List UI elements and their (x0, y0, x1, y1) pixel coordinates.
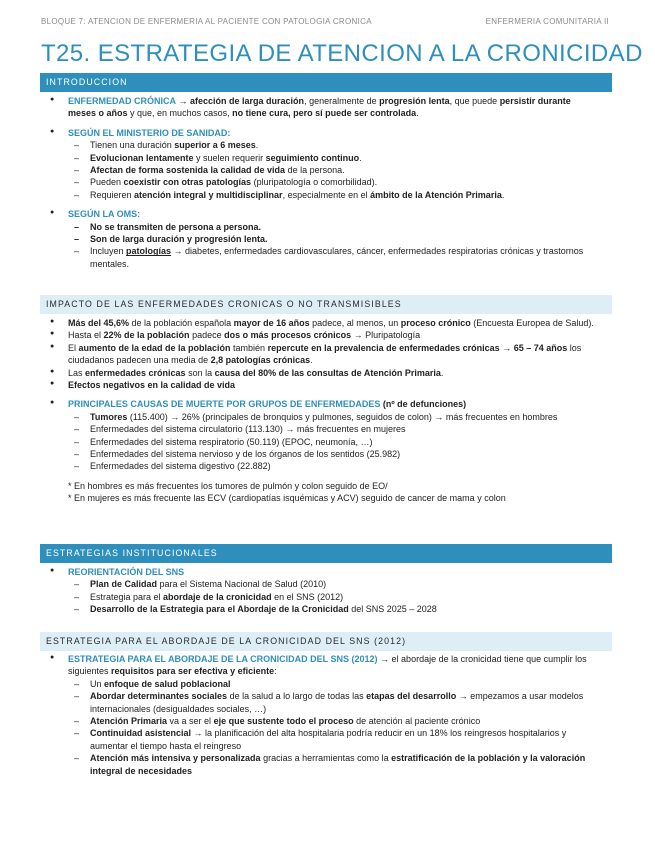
list-item: ● SEGÚN EL MINISTERIO DE SANIDAD: (50, 127, 598, 139)
section-intro-content (50, 95, 598, 270)
section-abordaje-content (50, 653, 598, 777)
header-left: BLOQUE 7: ATENCION DE ENFERMERIA AL PACIENTE CON PATOLOGIA CRONICA (41, 17, 372, 26)
title-number: T25. (41, 40, 91, 67)
sub-list-item: – Tumores (115.400) → 26% (principales de bronquios y pulmones, seguidos de colon) → más frecuentes en hombres (50, 411, 598, 423)
footnote: * En hombres es más frecuentes los tumores de pulmón y colon seguido de EO/ (68, 480, 388, 491)
list-item: ● ESTRATEGIA PARA EL ABORDAJE DE LA CRONICIDAD DEL SNS (2012) → el abordaje de la cronicidad tiene que cumplir los siguientes requisitos para ser efectiva y eficiente: (50, 653, 598, 678)
sub-list-item: – Enfermedades del sistema respiratorio (50.119) (EPOC, neumonía, …) (50, 436, 598, 448)
sub-list-item: – Incluyen patologías → diabetes, enfermedades cardiovasculares, cáncer, enfermedades respiratorias crónicas y trastornos mentales. (50, 245, 598, 270)
footnote: * En mujeres es más frecuente las ECV (cardiopatías isquémicas y ACV) seguido de cancer de mama y colon (68, 493, 506, 504)
sub-list-item: – Pueden coexistir con otras patologías (pluripatología o comorbilidad). (50, 176, 598, 188)
sub-list-item: – Evolucionan lentamente y suelen requerir seguimiento continuo. (50, 152, 598, 164)
list-item: ● Efectos negativos en la calidad de vida (50, 379, 598, 391)
sub-list-item: – Desarrollo de la Estrategia para el Abordaje de la Cronicidad del SNS 2025 – 2028 (50, 603, 598, 615)
list-item: ● Las enfermedades crónicas son la causa del 80% de las consultas de Atención Primaria. (50, 367, 598, 379)
list-item: ● El aumento de la edad de la población también repercute en la prevalencia de enfermedades crónicas → 65 – 74 años los ciudadanos padecen una media de 2,8 patologías crónicas. (50, 342, 598, 367)
list-item: ● Más del 45,6% de la población española mayor de 16 años padece, al menos, un proceso crónico (Encuesta Europea de Salud). (50, 317, 598, 329)
sub-list-item: – Requieren atención integral y multidisciplinar, especialmente en el ámbito de la Atención Primaria. (50, 189, 598, 201)
header-right: ENFERMERIA COMUNITARIA II (485, 17, 609, 26)
section-header-impacto: IMPACTO DE LAS ENFERMEDADES CRONICAS O NO TRANSMISIBLES (40, 295, 612, 314)
sub-list-item: – Afectan de forma sostenida la calidad de vida de la persona. (50, 164, 598, 176)
section-estrategias-content (50, 566, 598, 616)
page-header (41, 16, 609, 27)
sub-list-item: – Son de larga duración y progresión lenta. (50, 233, 598, 245)
list-item: ● PRINCIPALES CAUSAS DE MUERTE POR GRUPOS DE ENFERMEDADES (nº de defunciones) (50, 398, 598, 410)
sub-list-item: – Estrategia para el abordaje de la cronicidad en el SNS (2012) (50, 591, 598, 603)
section-header-estrategias: ESTRATEGIAS INSTITUCIONALES (40, 544, 612, 563)
sub-list-item: – Atención más intensiva y personalizada gracias a herramientas como la estratificación de la población y la valoración integral de necesidades (50, 752, 598, 777)
list-item: ● SEGÚN LA OMS: (50, 208, 598, 220)
section-header-introduccion: INTRODUCCION (40, 73, 612, 92)
sub-list-item: – Continuidad asistencial → la planificación del alta hospitalaria podría reducir en un 18% los reingresos hospitalarios y aumentar el tiempo hasta el reingreso (50, 727, 598, 752)
section-header-abordaje: ESTRATEGIA PARA EL ABORDAJE DE LA CRONICIDAD DEL SNS (2012) (40, 632, 612, 651)
list-item: ● Hasta el 22% de la población padece dos o más procesos crónicos → Pluripatología (50, 329, 598, 341)
page-title (41, 40, 643, 68)
sub-list-item: – Un enfoque de salud poblacional (50, 678, 598, 690)
sub-list-item: – Enfermedades del sistema nervioso y de los órganos de los sentidos (25.982) (50, 448, 598, 460)
sub-list-item: – Plan de Calidad para el Sistema Nacional de Salud (2010) (50, 578, 598, 590)
list-item: ● REORIENTACIÓN DEL SNS (50, 566, 598, 578)
title-text: ESTRATEGIA DE ATENCION A LA CRONICIDAD (97, 40, 643, 67)
list-item: ● ENFERMEDAD CRÓNICA → afección de larga duración, generalmente de progresión lenta, que puede persistir durante meses o años y que, en muchos casos, no tiene cura, pero sí puede ser controlada. (50, 95, 598, 120)
sub-list-item: – Tienen una duración superior a 6 meses. (50, 139, 598, 151)
section-impacto-content (50, 317, 598, 505)
sub-list-item: – Atención Primaria va a ser el eje que sustente todo el proceso de atención al paciente crónico (50, 715, 598, 727)
sub-list-item: – Enfermedades del sistema circulatorio (113.130) → más frecuentes en mujeres (50, 423, 598, 435)
sub-list-item: – Enfermedades del sistema digestivo (22.882) (50, 460, 598, 472)
sub-list-item: – Abordar determinantes sociales de la salud a lo largo de todas las etapas del desarrollo → empezamos a usar modelos internacionales (desigualdades sociales, …) (50, 690, 598, 715)
sub-list-item: – No se transmiten de persona a persona. (50, 221, 598, 233)
